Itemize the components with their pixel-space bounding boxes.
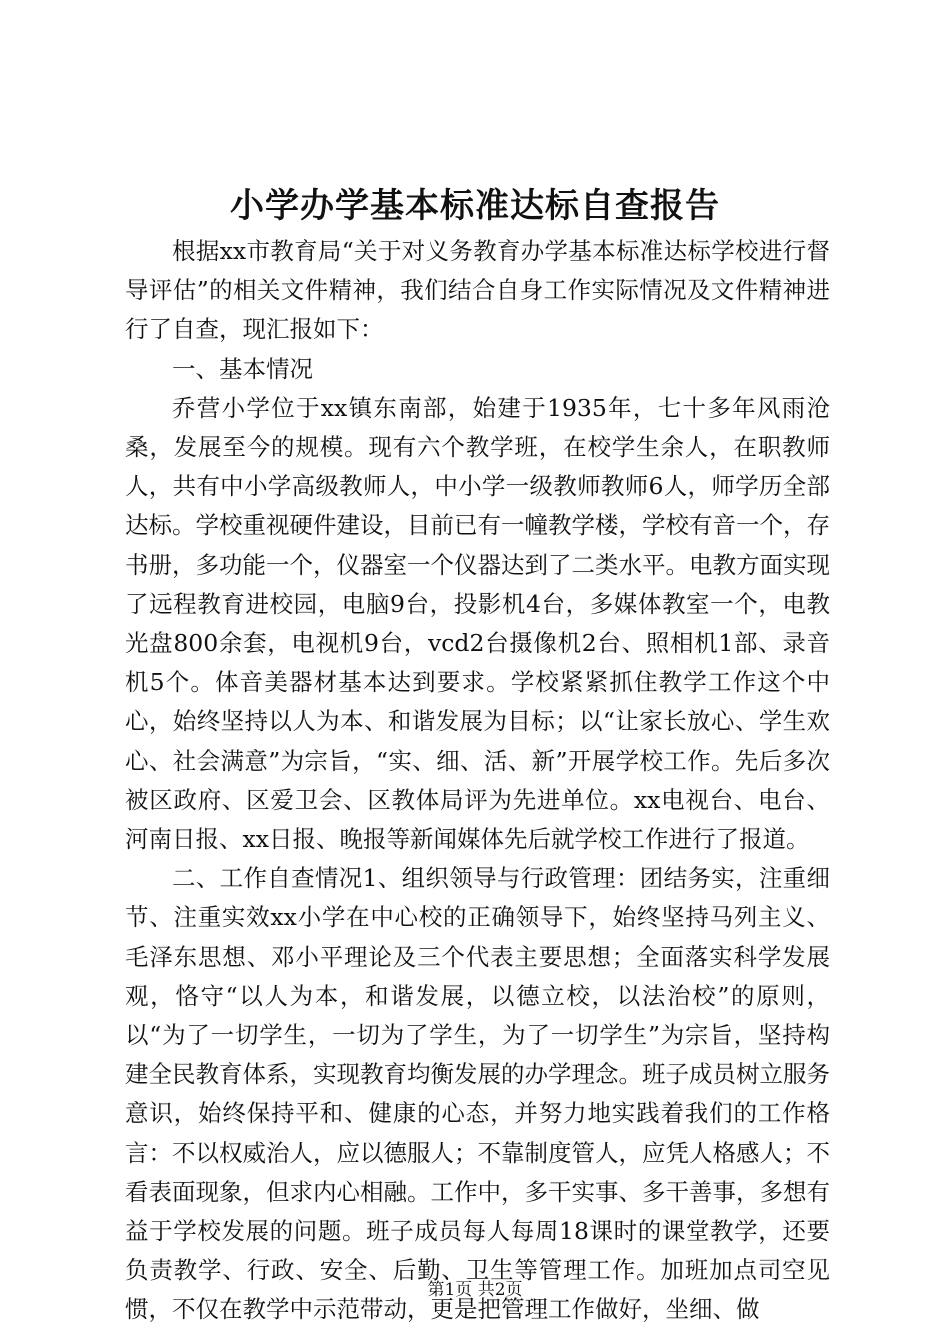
self-check-paragraph: 二、工作自查情况1、组织领导与行政管理：团结务实，注重细节、注重实效xx小学在中心校的正确领导下，始终坚持马列主义、毛泽东思想、邓小平理论及三个代表主要思想；全面落实科学发展观，恪守“以人为本，和谐发展，以德立校，以法治校”的原则，以“为了一切学生，一切为了学生，为了一切学生”为宗旨，坚持构建全民教育体系，实现教育均衡发展的办学理念。班子成员树立服务意识，始终保持平和、健康的心态，并努力地实践着我们的工作格言：不以权威治人，应以德服人；不靠制度管人，应凭人格感人；不看表面现象，但求内心相融。工作中，多干实事、多干善事，多想有益于学校发展的问题。班子成员每人每周18课时的课堂教学，还要负责教学、行政、安全、后勤、卫生等管理工作。加班加点司空见惯，不仅在教学中示范带动，更是把管理工作做好，坐细、做 (125, 864, 830, 1324)
intro-paragraph: 根据xx市教育局“关于对义务教育办学基本标准达标学校进行督导评估”的相关文件精神，我们结合自身工作实际情况及文件精神进行了自查，现汇报如下： (125, 237, 830, 344)
document-body (125, 232, 830, 1330)
basic-info-paragraph: 乔营小学位于xx镇东南部，始建于1935年，七十多年风雨沧桑，发展至今的规模。现有六个教学班，在校学生余人，在职教师人，共有中小学高级教师人，中小学一级教师教师6人，师学历全部达标。学校重视硬件建设，目前已有一幢教学楼，学校有音一个，存书册，多功能一个，仪器室一个仪器达到了二类水平。电教方面实现了远程教育进校园，电脑9台，投影机4台，多媒体教室一个，电教光盘800余套，电视机9台，vcd2台摄像机2台、照相机1部、录音机5个。体音美器材基本达到要求。学校紧紧抓住教学工作这个中心，始终坚持以人为本、和谐发展为目标；以“让家长放心、学生欢心、社会满意”为宗旨，“实、细、活、新”开展学校工作。先后多次被区政府、区爱卫会、区教体局评为先进单位。xx电视台、电台、河南日报、xx日报、晚报等新闻媒体先后就学校工作进行了报道。 (125, 393, 830, 854)
page-number-footer: 第1页 共2页 (427, 1280, 523, 1300)
section-heading-basic-info: 一、基本情况 (172, 354, 313, 383)
document-title: 小学办学基本标准达标自查报告 (230, 186, 720, 226)
